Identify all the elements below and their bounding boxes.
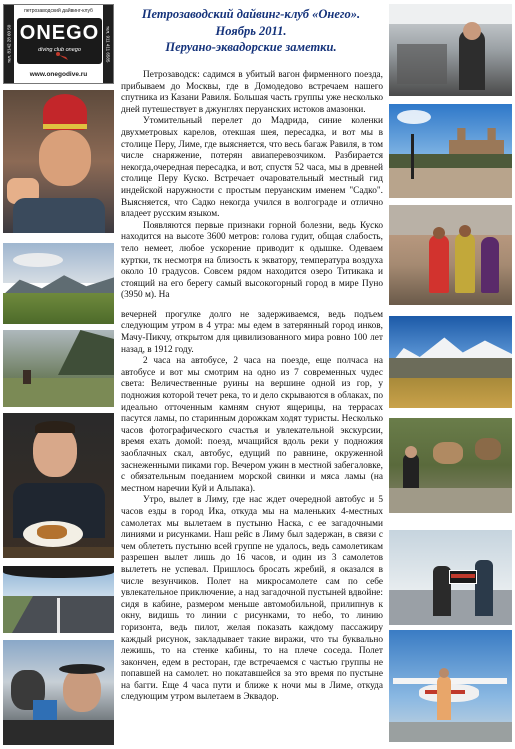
article-body xyxy=(121,70,383,704)
logo-brand: ONEGO xyxy=(19,22,100,44)
header-club-title: Петрозаводский дайвинг-клуб «Онего». xyxy=(141,7,361,21)
photo-plane-cabin xyxy=(3,640,114,745)
photo-cusco-square xyxy=(389,104,512,198)
article-paragraph: 2 часа на автобусе, 2 часа на поезде, еще полчаса на автобусе и вот мы смотрим на одно из 7 современных чудес света: Величественные руины на вершине одной из гор, у подножия которой течет река, то и дело скрываются в облаках, по идеально отточенным камням снуют ящерицы, на террасах пасутся ламы, по старинным дорожкам ходят туристы. Несколько часов фотографического счастья и увлекательной экскурсии, время ехать домой: поезд, мчащийся вдоль реки у подножия заоблачных скал, автобус, едущий по равнине, окруженной заснеженными пиками гор. Вечером ужин в местной забегаловке, с обязательным поеданием морской свинки и мяса ламы (на местном наречии Куй и Альпака). xyxy=(121,356,383,494)
photo-andes-panorama xyxy=(389,316,512,408)
article-paragraph: Утро, вылет в Лиму, где нас ждет очередной автобус и 5 часов езды в город Ика, откуда мы на маленьких 4-местных самолетах мы вылетаем в пустыню Наска, с ее загадочными линиями и рисунками. Наш рейс в Лиму был задержан, в связи с чем облететь пустыню всей группе не удалось, ведь самолетикам разрешен вылет лишь до 16 часов, и один из 3 самолетов вылететь не успевал. Пришлось бросать жребий, я оказался в числе везунчиков. Полет на микросамолете сам по себе увлекательное приключение, а над загадочной пустыней вдвойне: сидя в кабине, размером меньше автомобильной, прилипнув к окну, видишь то линии с рисунками, то небо, то линию горизонта, ведь пилот, желая показать каждому пассажиру каждый рисунок, закладывает такие виражи, что ты буквально лежишь, то на стенке кабины, то на плече соседа. Полет закончен, едем в ресторан, где встречаемся с частью группы не попавшей на самолет. но покатавшейся за это время по пустыне на багги. Еще 4 часа пути и ближе к ночи мы в Лиме, откуда следующим утром вылетаем в Эквадор. xyxy=(121,495,383,703)
photo-highway xyxy=(3,566,114,633)
photo-men-with-flag xyxy=(389,530,512,625)
header-subtitle: Перуано-эквадорские заметки. xyxy=(165,40,337,54)
photo-airport-terminal xyxy=(389,4,512,96)
photo-mountain-valley xyxy=(3,243,114,324)
article-header xyxy=(120,6,382,56)
article-paragraph: Появляются первые признаки горной болезни, ведь Куско находится на высоте 3600 метров: голова гудит, общая слабость, тело немеет, любое ускорение приводит к одышке. Одеваем куртки, тк несмотря на близость к экватору, температура воздуха около 10 градусов. Совсем рядом находится озеро Титикака и стоящий на его берегу самый высокогорный город в мире Пуно (3950 м). На xyxy=(121,220,383,301)
photo-llamas xyxy=(389,418,512,513)
header-date: Ноябрь 2011. xyxy=(215,23,287,38)
article-paragraph: Утомительный перелет до Мадрида, синие коленки двухметровых карелов, отекшая шея, пересадка, и вот мы в столице Перу, Лиме, где выясняется, что весь багаж Равиля, в том числе снаряжение, потерян авиаперевозчиком. Разбирается некогда,очередная пересадка, и вот, спустя 52 часа, мы в древней столице Перу Куско. Встречает очаровательный местный гид индейской наружности с простым перуанским именем "Садко". Выясняется, что Садко некогда учился в волгограде и отлично владеет русским языком. xyxy=(121,116,383,220)
club-logo xyxy=(3,4,114,84)
photo-man-eating xyxy=(3,413,114,558)
article-paragraph: Петрозаводск: садимся в убитый вагон фирменного поезда, прибываем до Москвы, где в Домодедово встречаем нашего спутника из Казани Равиля. Большая часть группы уже несколько дней путешествует в джунглях перуанских истоков амазонки. xyxy=(121,70,383,115)
photo-machu-picchu-ruins xyxy=(3,330,114,407)
logo-tagline: петрозаводский дайвинг-клуб xyxy=(24,8,93,14)
logo-phone-left: тел. 8142 28 60 50 xyxy=(4,5,14,83)
logo-subtitle: diving club onego xyxy=(38,47,81,53)
article-paragraph: вечерней прогулке долго не задерживаемся, ведь подъем следующим утром в 4 утра: мы едем в затерянный город инков, Мачу-Пикчу, открытом для цивилизованного мира ровно 100 лет назад, в 1912 году. xyxy=(121,309,383,355)
logo-url: www.onegodive.ru xyxy=(29,71,88,78)
photo-traveler-hat xyxy=(3,90,114,233)
photo-small-plane xyxy=(389,630,512,742)
photo-peruvian-women xyxy=(389,205,512,305)
logo-brand-block xyxy=(17,18,102,64)
logo-phone-right: тел. 911 411 6585 xyxy=(103,5,113,83)
